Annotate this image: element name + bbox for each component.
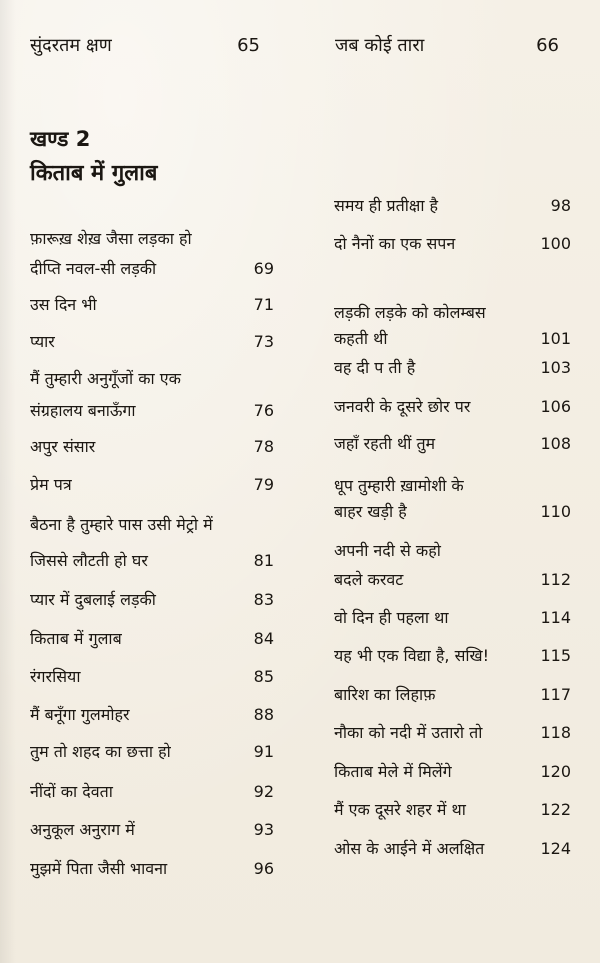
- toc-entry-title: प्यार: [30, 332, 55, 351]
- toc-entry-title: प्रेम पत्र: [30, 475, 72, 494]
- left-header-page-number: 65: [237, 35, 260, 56]
- toc-entry-title: ओस के आईने में अलक्षित: [334, 839, 485, 858]
- toc-entry-page: 91: [253, 742, 274, 761]
- toc-entry-title: संग्रहालय बनाऊँगा: [30, 401, 136, 420]
- toc-entry-page: 73: [253, 332, 274, 351]
- toc-entry-page: 84: [253, 629, 274, 648]
- right-header-page-number: 66: [536, 35, 559, 56]
- toc-entry-page: 92: [253, 782, 274, 801]
- toc-entry-page: 122: [540, 800, 571, 819]
- toc-entry-title: उस दिन भी: [30, 295, 97, 314]
- toc-entry-title: बैठना है तुम्हारे पास उसी मेट्रो में: [30, 515, 213, 534]
- toc-entry-title: अपुर संसार: [30, 437, 96, 456]
- section-title: किताब में गुलाब: [30, 161, 158, 186]
- toc-entry-page: 81: [253, 551, 274, 570]
- toc-entry-page: 110: [540, 502, 571, 521]
- toc-entry-page: 76: [253, 401, 274, 420]
- toc-entry-page: 101: [540, 329, 571, 348]
- toc-entry-page: 117: [540, 685, 571, 704]
- toc-entry-page: 96: [253, 859, 274, 878]
- toc-entry-page: 100: [540, 234, 571, 253]
- toc-entry-title: जहाँ रहती थीं तुम: [334, 434, 436, 453]
- toc-entry-title: अपनी नदी से कहो: [334, 541, 441, 560]
- toc-entry-page: 108: [540, 434, 571, 453]
- toc-entry-page: 98: [550, 196, 571, 215]
- toc-entry-title: बदले करवट: [334, 570, 404, 589]
- toc-entry-title: जनवरी के दूसरे छोर पर: [334, 397, 471, 416]
- toc-entry-title: फ़ारूख़ शेख़ जैसा लड़का हो: [30, 229, 192, 248]
- toc-entry-page: 69: [253, 259, 274, 278]
- toc-entry-page: 103: [540, 358, 571, 377]
- toc-entry-title: कहती थी: [334, 329, 388, 348]
- section-label: खण्ड 2: [30, 127, 91, 151]
- toc-entry-title: यह भी एक विद्या है, सखि!: [334, 646, 490, 665]
- toc-entry-page: 115: [540, 646, 571, 665]
- toc-entry-page: 88: [253, 705, 274, 724]
- toc-entry-title: बाहर खड़ी है: [334, 502, 407, 521]
- toc-entry-title: अनुकूल अनुराग में: [30, 820, 135, 839]
- toc-entry-title: प्यार में दुबलाई लड़की: [30, 590, 156, 609]
- toc-entry-title: लड़की लड़के को कोलम्बस: [334, 303, 486, 322]
- toc-entry-title: किताब में गुलाब: [30, 629, 122, 648]
- toc-entry-page: 78: [253, 437, 274, 456]
- toc-entry-page: 71: [253, 295, 274, 314]
- toc-entry-title: नींदों का देवता: [30, 782, 113, 801]
- toc-entry-title: समय ही प्रतीक्षा है: [334, 196, 439, 215]
- toc-entry-title: धूप तुम्हारी ख़ामोशी के: [334, 476, 464, 495]
- toc-entry-page: 124: [540, 839, 571, 858]
- toc-entry-title: तुम तो शहद का छत्ता हो: [30, 742, 171, 761]
- toc-entry-title: नौका को नदी में उतारो तो: [334, 723, 483, 742]
- left-running-header: सुंदरतम क्षण: [30, 35, 112, 56]
- toc-entry-page: 112: [540, 570, 571, 589]
- toc-entry-title: जिससे लौटती हो घर: [30, 551, 148, 570]
- toc-entry-title: मैं बनूँगा गुलमोहर: [30, 705, 130, 724]
- right-running-header: जब कोई तारा: [335, 35, 425, 56]
- toc-entry-title: वह दी प ती है: [334, 358, 416, 377]
- toc-entry-page: 106: [540, 397, 571, 416]
- toc-entry-title: मुझमें पिता जैसी भावना: [30, 859, 168, 878]
- toc-entry-page: 79: [253, 475, 274, 494]
- toc-entry-page: 93: [253, 820, 274, 839]
- toc-entry-title: बारिश का लिहाफ़: [334, 685, 436, 704]
- toc-entry-title: किताब मेले में मिलेंगे: [334, 762, 452, 781]
- toc-entry-page: 118: [540, 723, 571, 742]
- toc-entry-page: 83: [253, 590, 274, 609]
- toc-entry-title: वो दिन ही पहला था: [334, 608, 449, 627]
- page-edge-shadow: [0, 0, 16, 963]
- toc-entry-title: मैं तुम्हारी अनुगूँजों का एक: [30, 369, 181, 388]
- toc-entry-title: मैं एक दूसरे शहर में था: [334, 800, 466, 819]
- toc-entry-title: दीप्ति नवल-सी लड़की: [30, 259, 157, 278]
- toc-entry-page: 85: [253, 667, 274, 686]
- toc-entry-title: रंगरसिया: [30, 667, 81, 686]
- toc-entry-page: 120: [540, 762, 571, 781]
- toc-entry-title: दो नैनों का एक सपन: [334, 234, 456, 253]
- toc-entry-page: 114: [540, 608, 571, 627]
